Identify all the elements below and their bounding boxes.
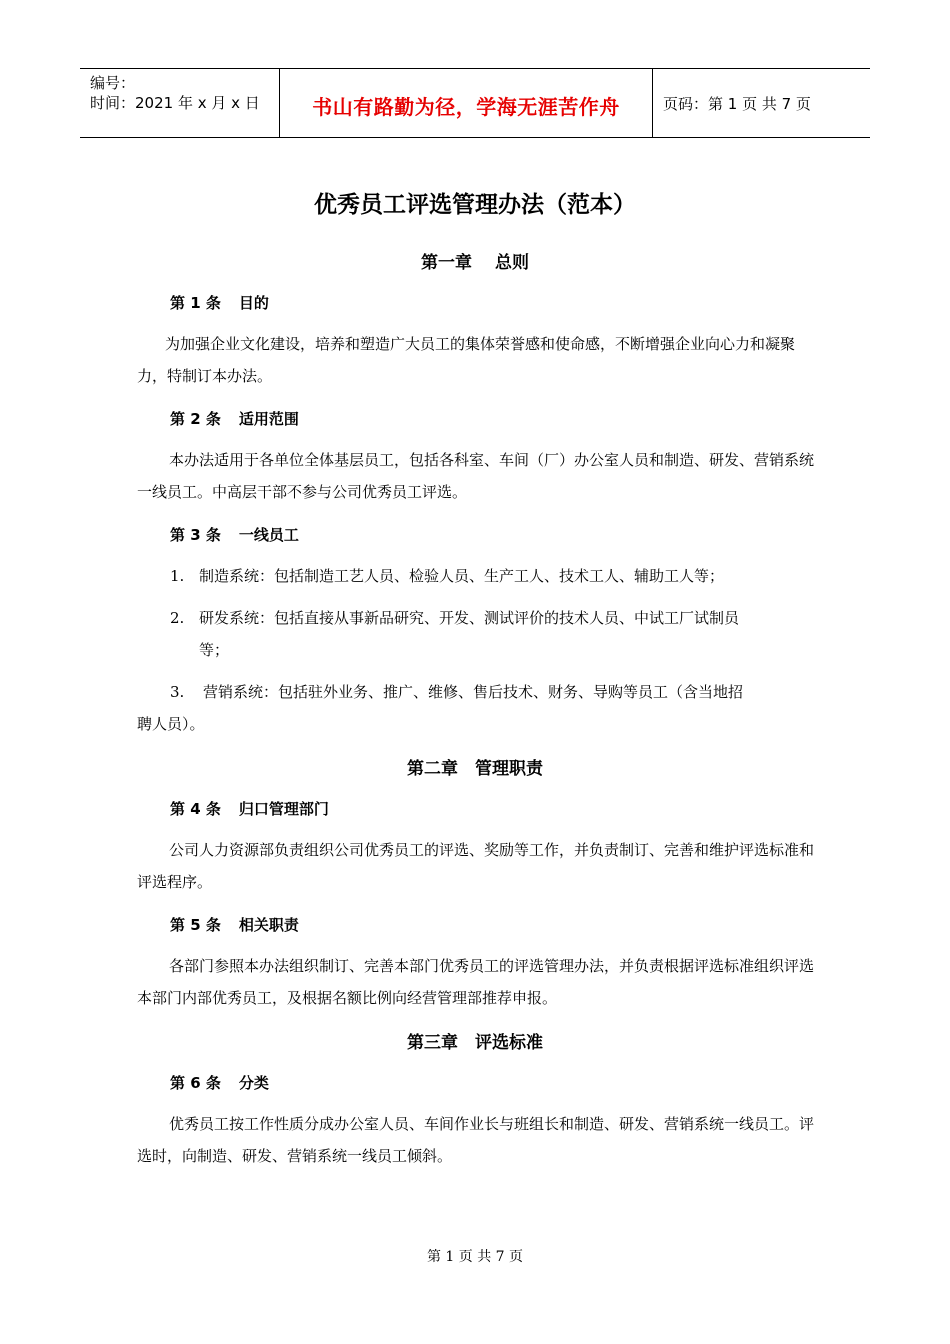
list-item <box>170 560 724 592</box>
article-heading <box>170 408 299 429</box>
list-text-continuation: 等； <box>199 641 230 659</box>
header-motto: 书山有路勤为径，学海无涯苦作舟 <box>280 69 653 137</box>
list-text: 制造系统：包括制造工艺人员、检验人员、生产工人、技术工人、辅助工人等； <box>199 567 725 585</box>
header-table <box>80 68 870 138</box>
article-heading <box>170 798 329 819</box>
paragraph: 本办法适用于各单位全体基层员工，包括各科室、车间（厂）办公室人员和制造、研发、营销系统一线员工。中高层干部不参与公司优秀员工评选。 <box>137 451 815 501</box>
list-text: 营销系统：包括驻外业务、推广、维修、售后技术、财务、导购等员工（含当地招 <box>203 683 744 701</box>
article-name: 目的 <box>238 294 269 312</box>
header-meta-cell <box>80 69 280 137</box>
list-text: 研发系统：包括直接从事新品研究、开发、测试评价的技术人员、中试工厂试制员 <box>199 609 740 627</box>
paragraph: 各部门参照本办法组织制订、完善本部门优秀员工的评选管理办法，并负责根据评选标准组织评选本部门内部优秀员工，及根据名额比例向经营管理部推荐申报。 <box>137 957 815 1007</box>
chapter-heading: 第三章 评选标准 <box>407 1033 543 1053</box>
article-name: 适用范围 <box>238 410 299 428</box>
header-page-info: 页码：第 1 页 共 7 页 <box>663 94 811 113</box>
article-number: 第 3 条 <box>170 526 221 544</box>
paragraph: 优秀员工按工作性质分成办公室人员、车间作业长与班组长和制造、研发、营销系统一线员工。评选时，向制造、研发、营销系统一线员工倾斜。 <box>137 1115 815 1165</box>
paragraph: 为加强企业文化建设，培养和塑造广大员工的集体荣誉感和使命感，不断增强企业向心力和凝聚力，特制订本办法。 <box>137 335 796 385</box>
article-heading <box>170 524 299 545</box>
chapter-heading: 第一章 总则 <box>421 253 529 273</box>
list-item <box>170 676 743 708</box>
list-number: 1. <box>170 567 185 585</box>
article-number: 第 4 条 <box>170 800 221 818</box>
article-name: 相关职责 <box>238 916 299 934</box>
article-number: 第 1 条 <box>170 294 221 312</box>
article-name: 归口管理部门 <box>238 800 329 818</box>
article-heading <box>170 914 299 935</box>
page-footer: 第 1 页 共 7 页 <box>426 1249 524 1265</box>
list-item <box>170 602 739 634</box>
date-label: 时间：2021 年 x 月 x 日 <box>90 94 260 112</box>
article-heading <box>170 1072 269 1093</box>
document-title: 优秀员工评选管理办法（范本） <box>314 192 636 218</box>
number-label: 编号： <box>90 74 136 92</box>
list-text-continuation: 聘人员）。 <box>137 715 205 733</box>
paragraph: 公司人力资源部负责组织公司优秀员工的评选、奖励等工作，并负责制订、完善和维护评选标准和评选程序。 <box>137 841 815 891</box>
chapter-heading: 第二章 管理职责 <box>407 759 543 779</box>
article-number: 第 5 条 <box>170 916 221 934</box>
list-number: 2. <box>170 609 185 627</box>
article-name: 一线员工 <box>238 526 299 544</box>
article-number: 第 6 条 <box>170 1074 221 1092</box>
article-heading <box>170 292 269 313</box>
list-number: 3. <box>170 683 185 701</box>
article-number: 第 2 条 <box>170 410 221 428</box>
article-name: 分类 <box>238 1074 269 1092</box>
